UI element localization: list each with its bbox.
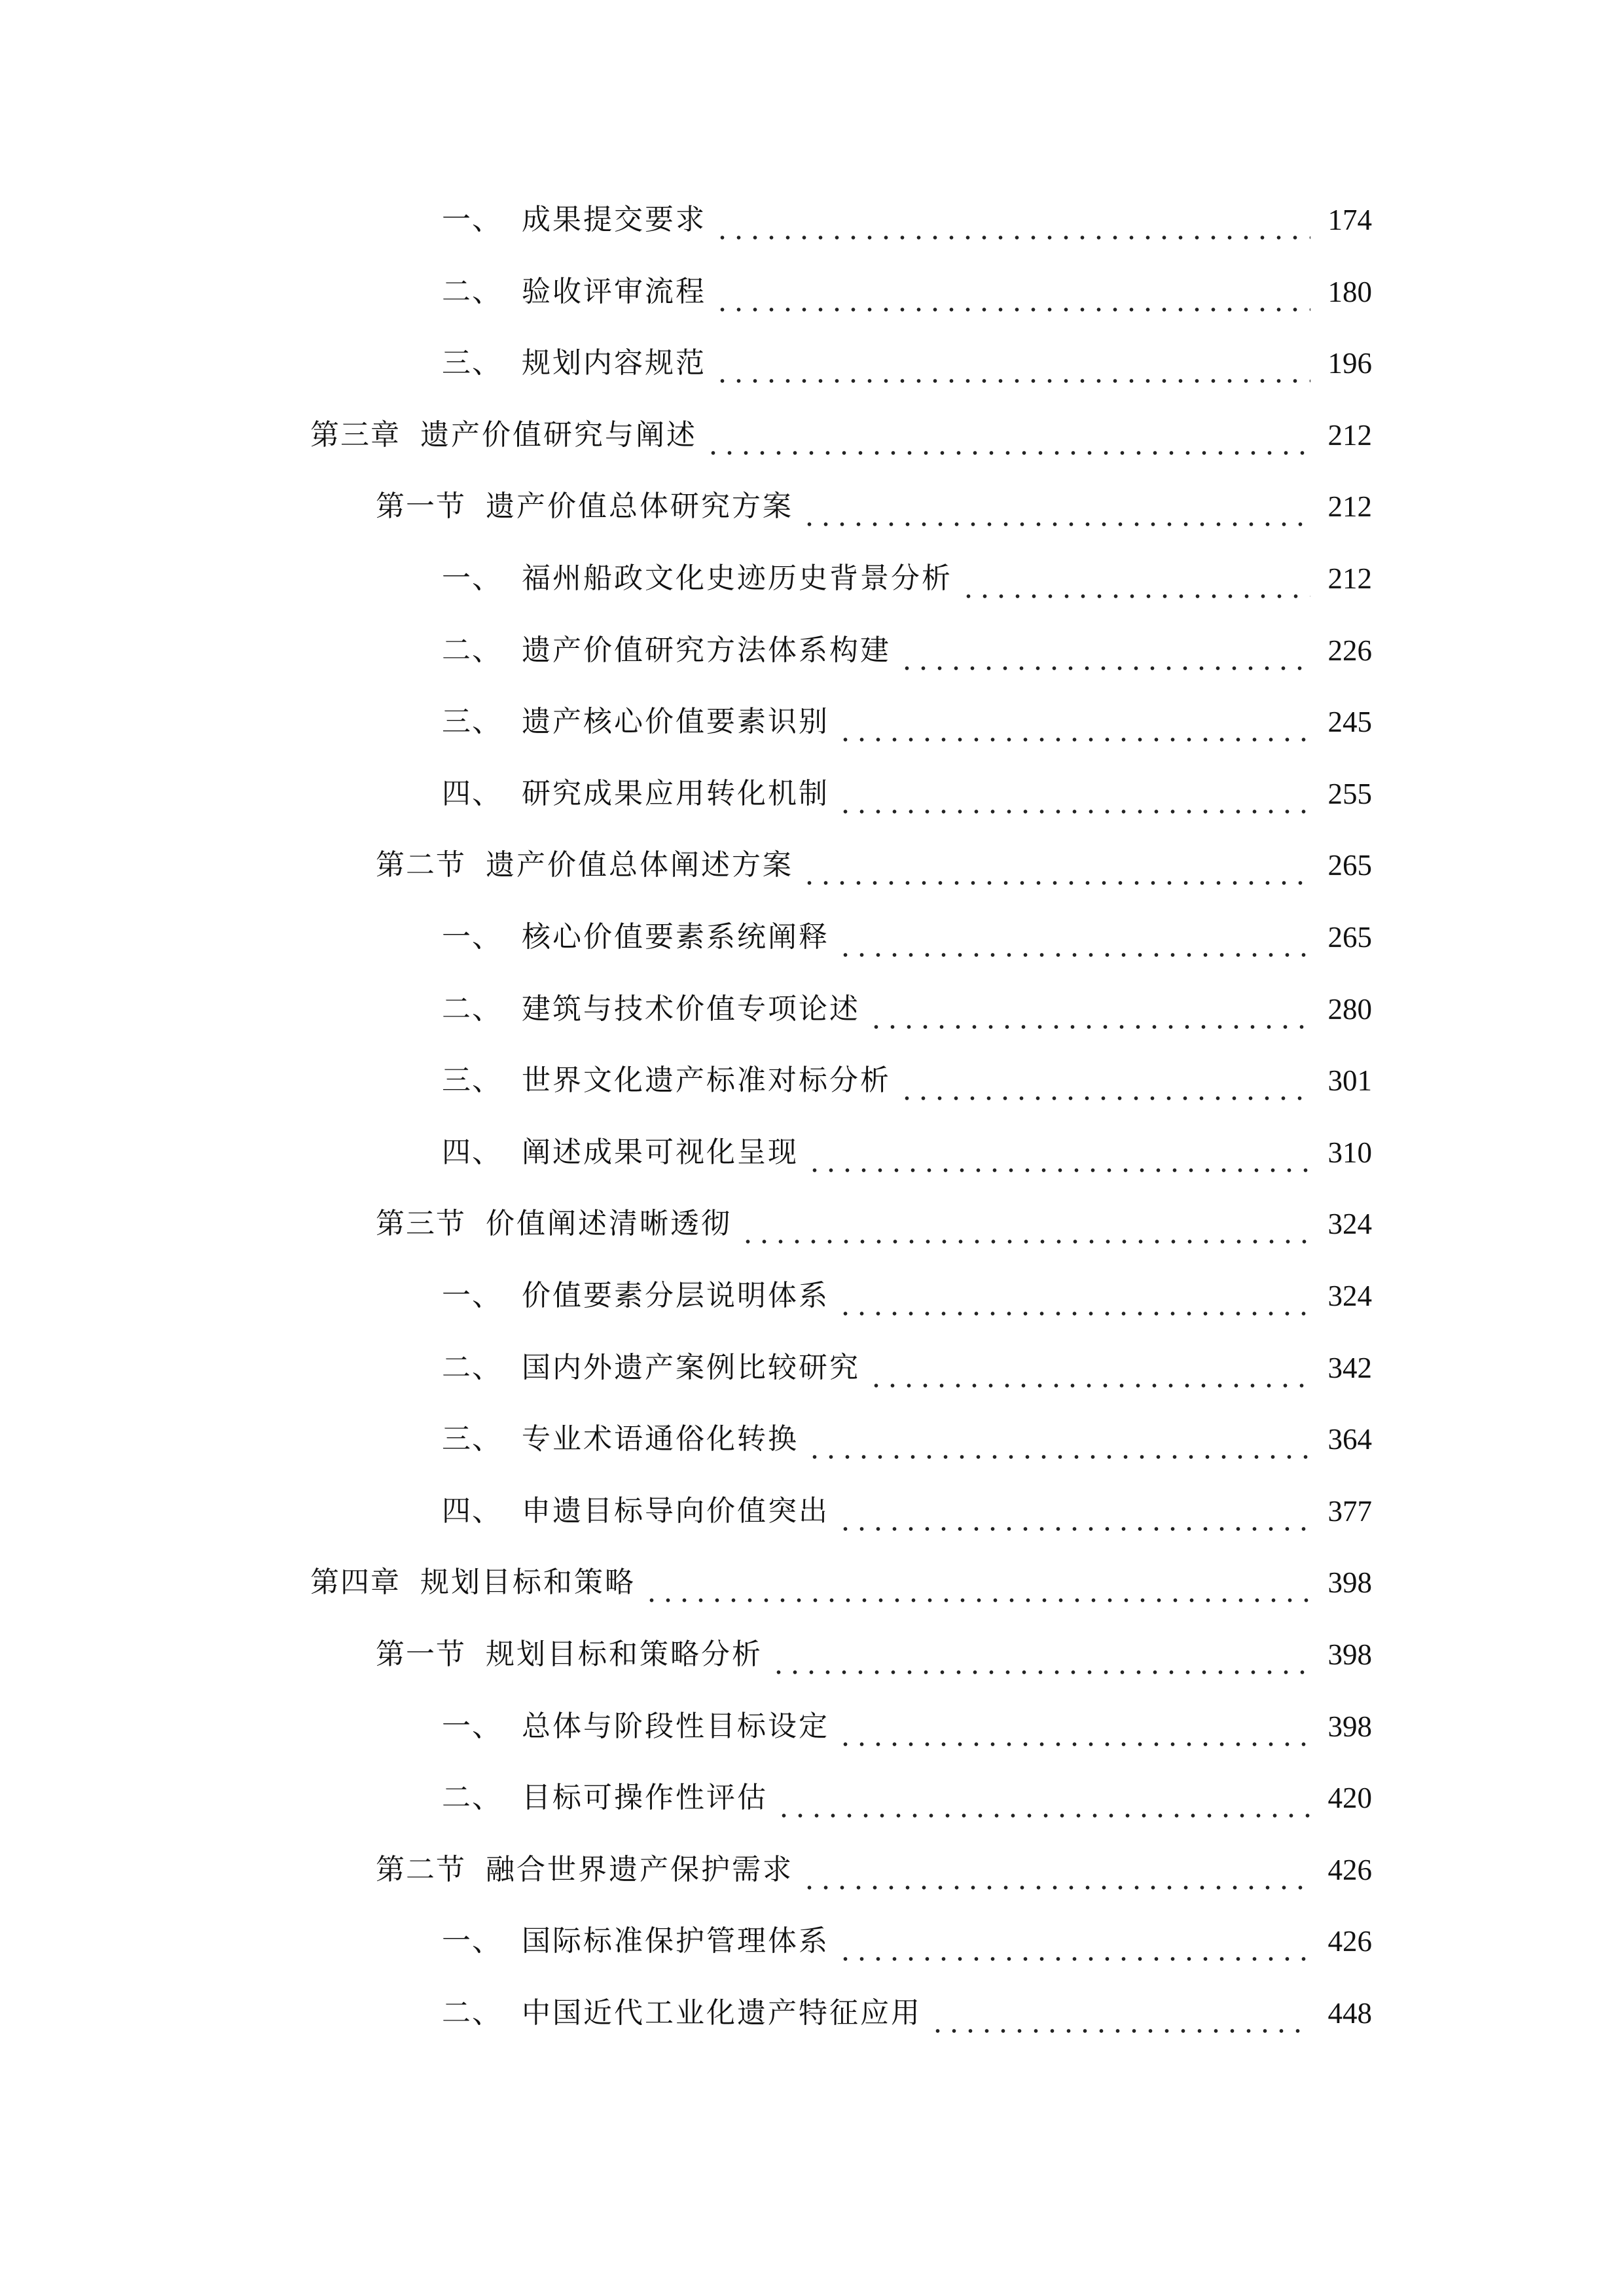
dot-leader [899,1051,1310,1110]
toc-entry-title: 遗产价值研究与阐述 [420,418,697,452]
toc-entry-title: 价值阐述清晰透彻 [486,1207,732,1241]
toc-entry-page-number: 212 [1327,562,1372,595]
toc-entry[interactable] [442,1338,1372,1397]
dot-leader [705,406,1310,465]
dot-leader [837,764,1310,823]
dot-leader [868,1338,1310,1397]
toc-entry[interactable] [310,1553,1372,1612]
toc-entry[interactable] [442,1266,1372,1325]
toc-entry-number: 第三节 [376,1207,466,1241]
toc-entry-title: 规划目标和策略 [420,1566,636,1600]
toc-entry[interactable] [442,621,1372,680]
toc-entry[interactable] [442,1482,1372,1541]
toc-entry[interactable] [442,1051,1372,1110]
toc-entry-title: 阐述成果可视化呈现 [522,1135,799,1169]
toc-entry-page-number: 180 [1327,275,1372,308]
toc-entry-title: 研究成果应用转化机制 [522,776,829,810]
toc-entry-title: 目标可操作性评估 [522,1781,768,1815]
toc-entry-number: 一、 [442,1709,502,1743]
toc-entry-page-number: 448 [1327,1997,1372,2030]
toc-entry-page-number: 324 [1327,1208,1372,1241]
toc-entry-title: 遗产价值总体阐述方案 [486,848,793,882]
dot-leader [837,1266,1310,1325]
toc-entry[interactable] [442,980,1372,1039]
toc-entry-title: 规划内容规范 [522,346,706,380]
toc-entry-number: 四、 [442,1135,502,1169]
toc-entry[interactable] [442,262,1372,321]
dot-leader [899,621,1310,680]
toc-entry-number: 三、 [442,1064,502,1098]
toc-entry-number: 二、 [442,633,502,667]
toc-entry-number: 二、 [442,1996,502,2030]
toc-entry-number: 二、 [442,992,502,1026]
toc-entry[interactable] [442,1984,1372,2043]
toc-entry-title: 建筑与技术价值专项论述 [522,992,860,1026]
dot-leader [837,1482,1310,1541]
toc-entry-page-number: 342 [1327,1351,1372,1384]
toc-entry-number: 四、 [442,776,502,810]
toc-entry-title: 核心价值要素系统阐释 [522,920,829,954]
toc-entry-page-number: 398 [1327,1710,1372,1743]
dot-leader [776,1768,1310,1827]
toc-entry-number: 一、 [442,920,502,954]
toc-entry[interactable] [376,477,1372,536]
dot-leader [770,1625,1310,1684]
dot-leader [801,1840,1310,1899]
toc-entry-number: 一、 [442,562,502,595]
dot-leader [714,190,1310,249]
toc-entry-title: 中国近代工业化遗产特征应用 [522,1996,922,2030]
toc-entry-number: 一、 [442,1924,502,1958]
dot-leader [929,1984,1310,2043]
toc-entry-page-number: 420 [1327,1782,1372,1815]
toc-entry[interactable] [442,334,1372,393]
toc-entry-title: 遗产价值研究方法体系构建 [522,633,891,667]
toc-entry[interactable] [442,908,1372,967]
toc-entry[interactable] [442,549,1372,608]
toc-entry-title: 申遗目标导向价值突出 [522,1494,829,1528]
toc-entry[interactable] [442,1410,1372,1469]
toc-entry[interactable] [376,836,1372,895]
toc-entry[interactable] [310,406,1372,465]
toc-entry-page-number: 398 [1327,1566,1372,1600]
dot-leader [837,1912,1310,1971]
toc-entry-page-number: 364 [1327,1423,1372,1456]
dot-leader [868,980,1310,1039]
toc-entry-number: 第一节 [376,490,466,524]
toc-entry-number: 二、 [442,274,502,308]
dot-leader [806,1410,1310,1469]
toc-entry-number: 第四章 [310,1566,401,1600]
toc-entry-page-number: 245 [1327,706,1372,739]
toc-entry-title: 规划目标和策略分析 [486,1638,763,1671]
dot-leader [837,1697,1310,1756]
toc-entry-number: 二、 [442,1781,502,1815]
toc-entry[interactable] [376,1625,1372,1684]
toc-entry-title: 专业术语通俗化转换 [522,1422,799,1456]
toc-entry[interactable] [442,190,1372,249]
toc-entry-title: 福州船政文化史迹历史背景分析 [522,562,952,595]
dot-leader [714,334,1310,393]
dot-leader [801,836,1310,895]
dot-leader [740,1194,1310,1253]
toc-entry-title: 验收评审流程 [522,274,706,308]
toc-entry-number: 三、 [442,346,502,380]
toc-entry-page-number: 212 [1327,418,1372,452]
toc-entry-page-number: 265 [1327,849,1372,882]
toc-entry-title: 国际标准保护管理体系 [522,1924,829,1958]
toc-entry[interactable] [442,1697,1372,1756]
toc-entry-page-number: 426 [1327,1853,1372,1886]
toc-entry-page-number: 398 [1327,1638,1372,1671]
toc-entry[interactable] [442,1912,1372,1971]
toc-entry-page-number: 212 [1327,490,1372,524]
toc-entry-page-number: 310 [1327,1136,1372,1169]
toc-entry-page-number: 426 [1327,1925,1372,1958]
toc-entry-number: 四、 [442,1494,502,1528]
toc-entry-page-number: 265 [1327,921,1372,954]
toc-entry-title: 融合世界遗产保护需求 [486,1852,793,1886]
toc-entry[interactable] [442,1123,1372,1182]
toc-entry-page-number: 226 [1327,634,1372,667]
toc-entry[interactable] [376,1840,1372,1899]
toc-entry-title: 价值要素分层说明体系 [522,1279,829,1312]
toc-entry-title: 遗产价值总体研究方案 [486,490,793,524]
toc-entry-title: 国内外遗产案例比较研究 [522,1350,860,1384]
dot-leader [643,1553,1310,1612]
dot-leader [806,1123,1310,1182]
toc-entry-page-number: 255 [1327,777,1372,810]
toc-entry-page-number: 324 [1327,1280,1372,1312]
toc-entry-title: 总体与阶段性目标设定 [522,1709,829,1743]
toc-entry-number: 第三章 [310,418,401,452]
toc-entry-page-number: 174 [1327,204,1372,236]
toc-entry-number: 一、 [442,1279,502,1312]
toc-entry-number: 三、 [442,1422,502,1456]
toc-entry-page-number: 280 [1327,992,1372,1026]
dot-leader [714,262,1310,321]
toc-entry-title: 成果提交要求 [522,203,706,236]
toc-entry-page-number: 301 [1327,1064,1372,1098]
toc-entry-page-number: 377 [1327,1494,1372,1528]
toc-entry-number: 第二节 [376,1852,466,1886]
toc-entry-number: 一、 [442,203,502,236]
toc-entry-number: 三、 [442,705,502,739]
toc-entry[interactable] [442,1768,1372,1827]
toc-entry[interactable] [442,764,1372,823]
toc-entry-number: 第一节 [376,1638,466,1671]
toc-entry-page-number: 196 [1327,347,1372,380]
toc-entry-title: 遗产核心价值要素识别 [522,705,829,739]
dot-leader [837,908,1310,967]
toc-entry-number: 第二节 [376,848,466,882]
dot-leader [801,477,1310,536]
toc-entry[interactable] [376,1194,1372,1253]
toc-entry-title: 世界文化遗产标准对标分析 [522,1064,891,1098]
dot-leader [837,692,1310,751]
toc-entry[interactable] [442,692,1372,751]
dot-leader [960,549,1310,608]
toc-entry-number: 二、 [442,1350,502,1384]
